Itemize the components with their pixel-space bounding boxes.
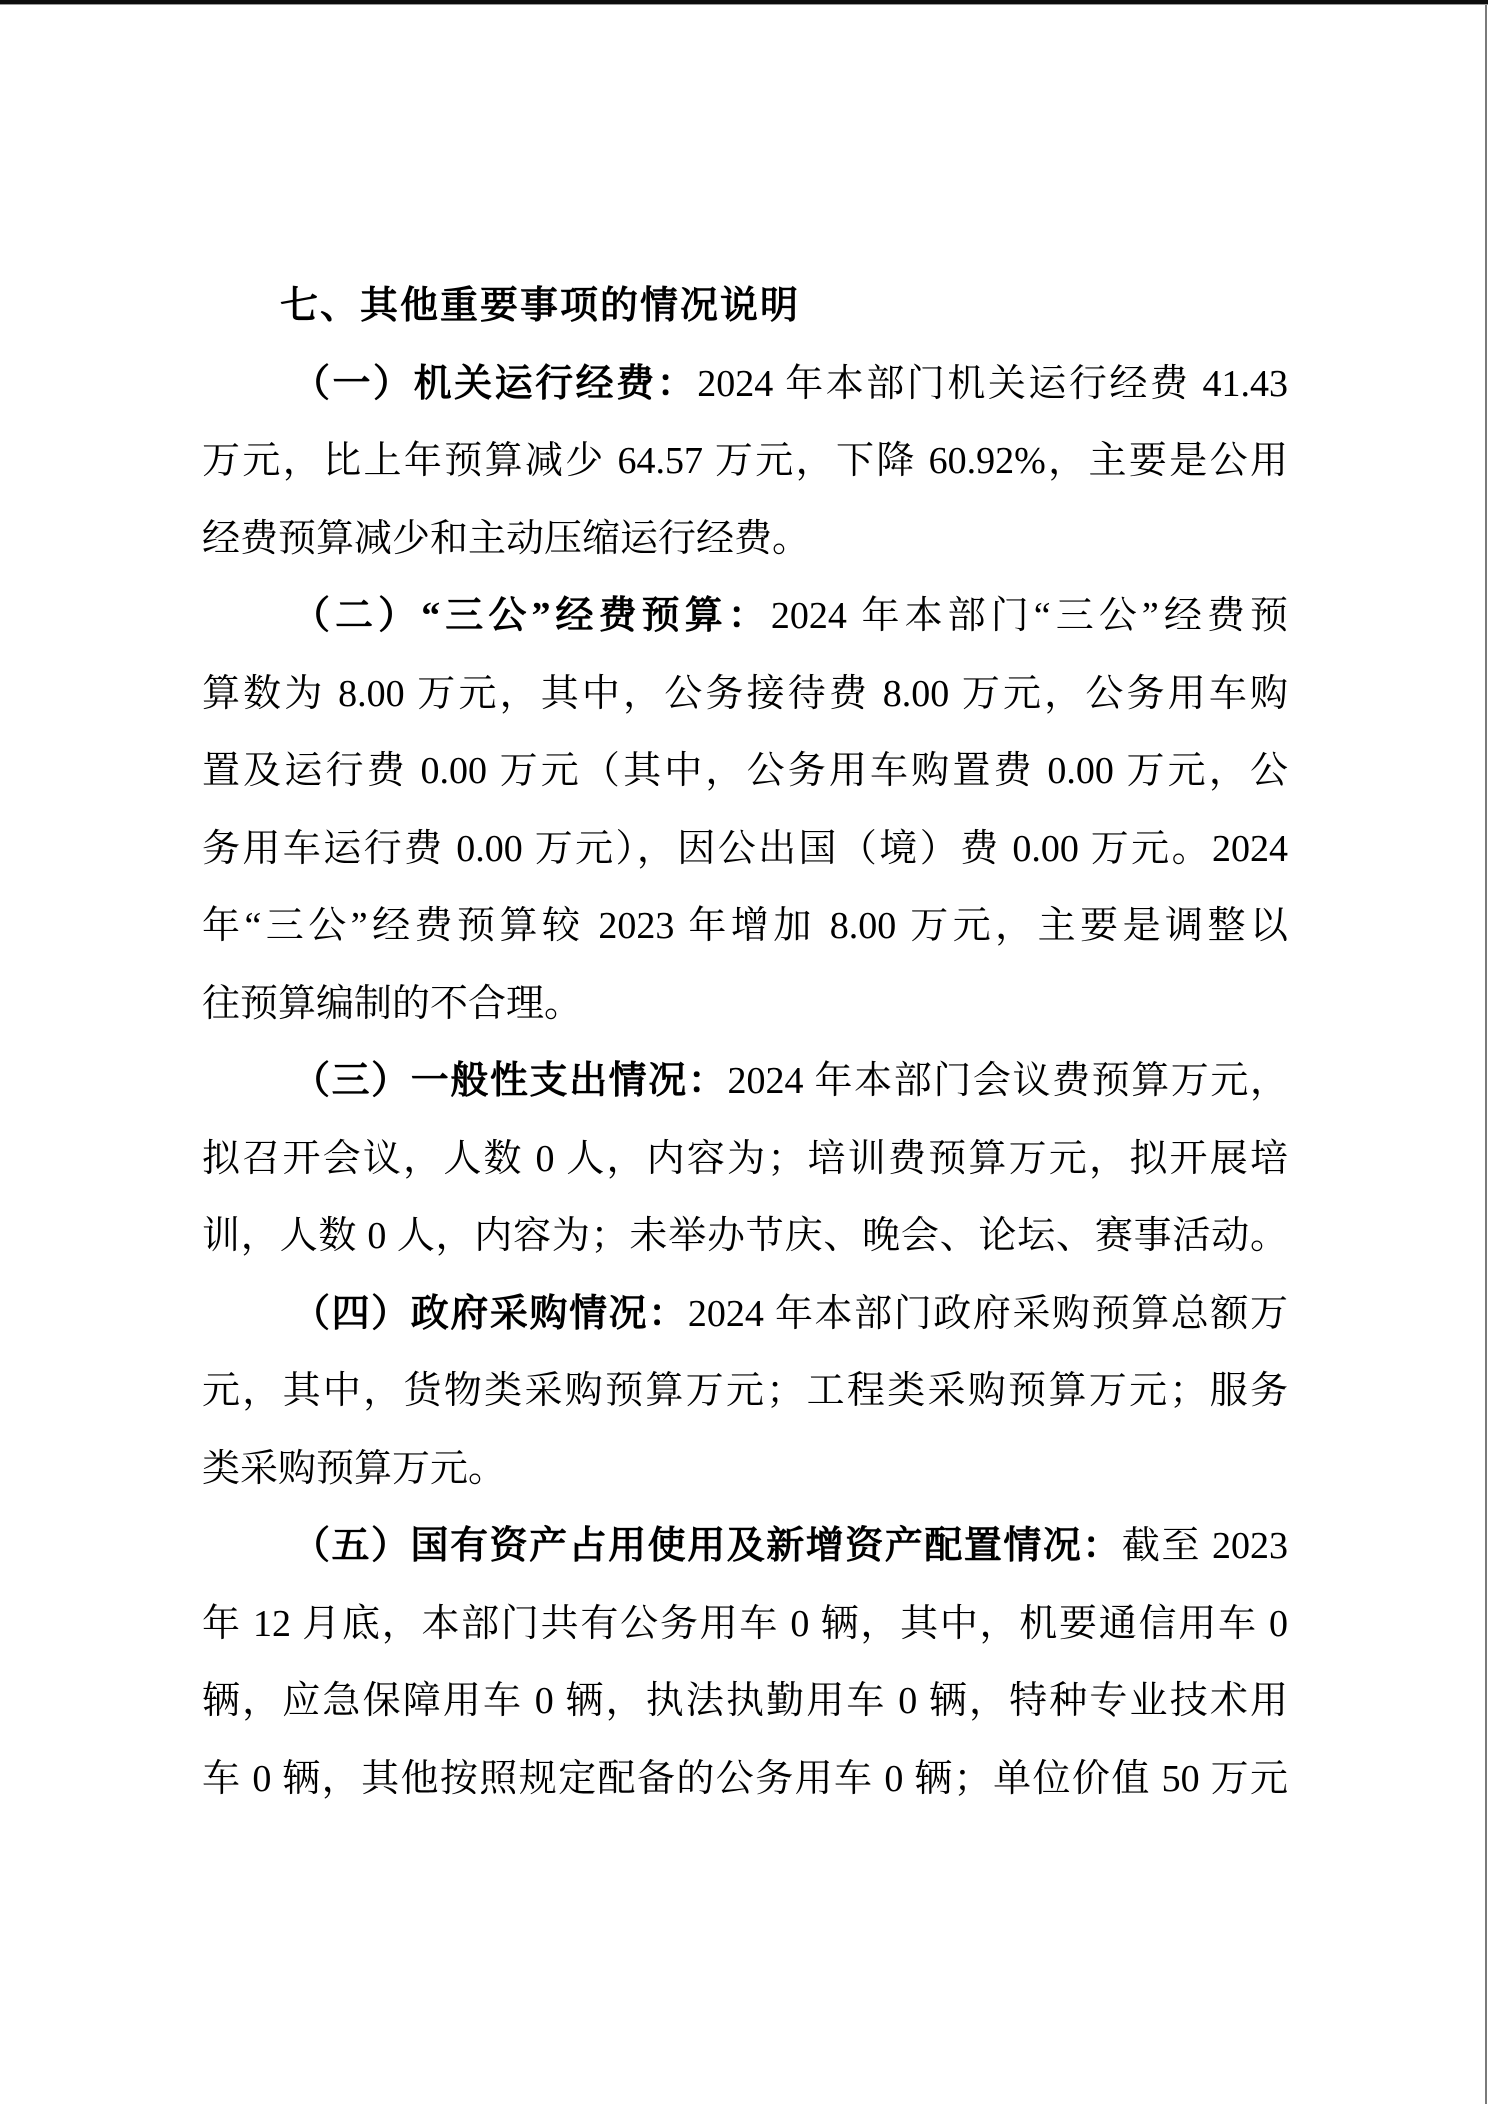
text-run: 截至 2023: [1121, 1525, 1288, 1567]
paragraph-line: [202, 966, 1288, 1044]
paragraph-line: [202, 1508, 1288, 1586]
item-4-label: （四）政府采购情况：: [292, 1292, 688, 1335]
text-run: 经费预算减少和主动压缩运行经费。: [202, 517, 811, 560]
paragraph-line: [202, 656, 1288, 734]
paragraph-line: [202, 346, 1288, 424]
paragraph-line: [202, 1431, 1288, 1509]
text-run: 2024 年本部门会议费预算万元，: [727, 1060, 1288, 1102]
text-run: 万元，比上年预算减少 64.57 万元，下降 60.92%，主要是公用: [202, 440, 1288, 482]
paragraph-line: [202, 423, 1288, 501]
paragraph-line: [202, 1043, 1288, 1121]
text-run: 务用车运行费 0.00 万元），因公出国（境）费 0.00 万元。2024: [202, 827, 1288, 870]
text-run: 拟召开会议，人数 0 人，内容为；培训费预算万元，拟开展培: [202, 1137, 1288, 1180]
text-run: 2024 年本部门机关运行经费 41.43: [697, 362, 1288, 405]
item-1-label: （一）机关运行经费：: [292, 362, 698, 405]
text-run: 类采购预算万元。: [202, 1447, 507, 1490]
right-edge-line: [1485, 5, 1487, 2104]
paragraph-line: [202, 1198, 1288, 1276]
text-run: 置及运行费 0.00 万元（其中，公务用车购置费 0.00 万元，公: [202, 750, 1288, 792]
text-run: 元，其中，货物类采购预算万元；工程类采购预算万元；服务: [202, 1370, 1288, 1412]
paragraph-line: [202, 1353, 1288, 1431]
text-run: 年“三公”经费预算较 2023 年增加 8.00 万元，主要是调整以: [202, 905, 1288, 947]
top-edge-bar: [0, 0, 1488, 5]
paragraph-line: [202, 578, 1288, 656]
text-run: 辆，应急保障用车 0 辆，执法执勤用车 0 辆，特种专业技术用: [202, 1680, 1288, 1722]
heading-text: 七、其他重要事项的情况说明: [280, 285, 801, 327]
paragraph-line: [202, 1121, 1288, 1199]
text-run: 算数为 8.00 万元，其中，公务接待费 8.00 万元，公务用车购: [202, 672, 1288, 715]
text-block: [202, 268, 1288, 1818]
text-run: 车 0 辆，其他按照规定配备的公务用车 0 辆；单位价值 50 万元: [202, 1757, 1288, 1800]
paragraph-line: [202, 733, 1288, 811]
section-heading: [202, 268, 1288, 346]
paragraph-line: [202, 1663, 1288, 1741]
paragraph-line: [202, 888, 1288, 966]
item-3-label: （三）一般性支出情况：: [292, 1060, 728, 1102]
item-5-label: （五）国有资产占用使用及新增资产配置情况：: [292, 1525, 1122, 1567]
item-2-label: （二）“三公”经费预算：: [292, 595, 771, 637]
text-run: 训，人数 0 人，内容为；未举办节庆、晚会、论坛、赛事活动。: [202, 1215, 1288, 1257]
text-run: 2024 年本部门政府采购预算总额万: [687, 1292, 1288, 1335]
paragraph-line: [202, 501, 1288, 579]
text-run: 年 12 月底，本部门共有公务用车 0 辆，其中，机要通信用车 0: [202, 1602, 1288, 1645]
paragraph-line: [202, 811, 1288, 889]
paragraph-line: [202, 1586, 1288, 1664]
paragraph-line: [202, 1741, 1288, 1819]
text-run: 往预算编制的不合理。: [202, 982, 583, 1025]
paragraph-line: [202, 1276, 1288, 1354]
text-run: 2024 年本部门“三公”经费预: [770, 595, 1288, 637]
